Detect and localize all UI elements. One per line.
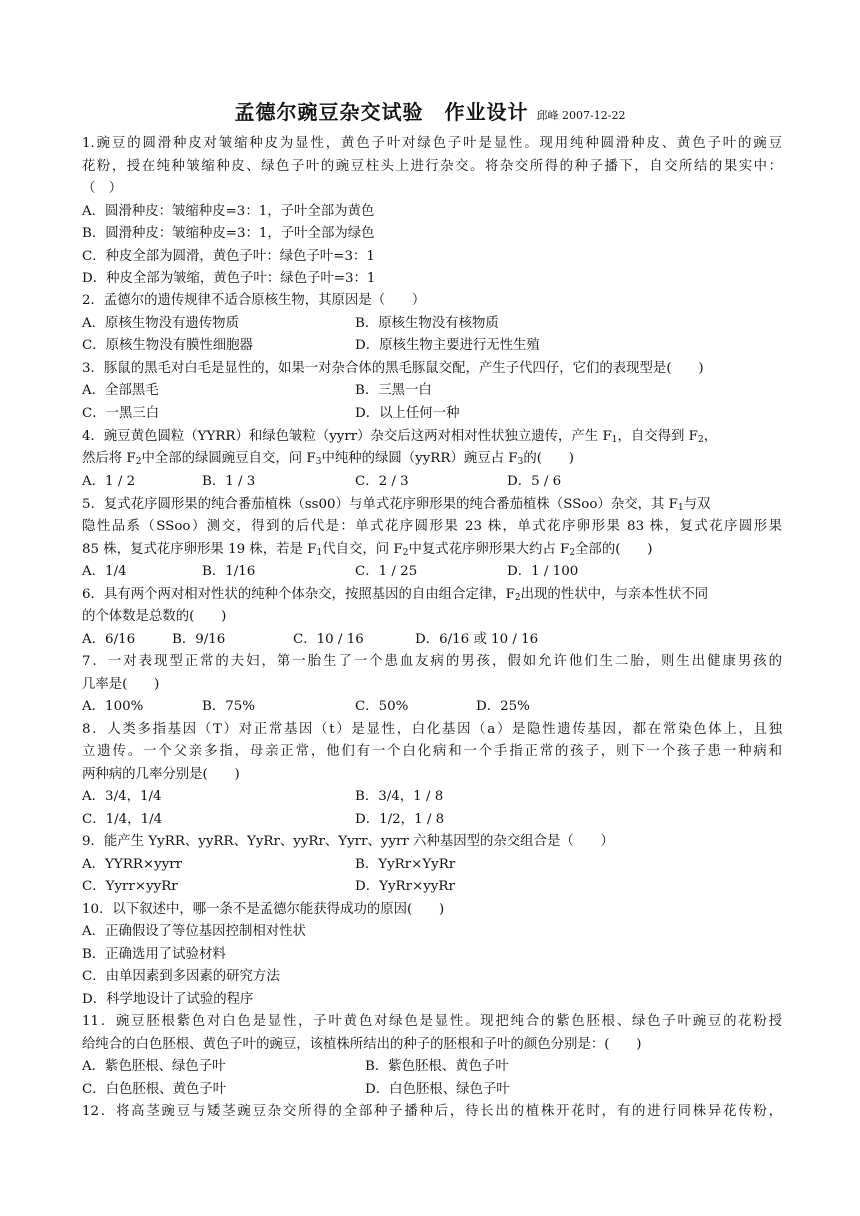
q2-options-row-1	[82, 313, 782, 336]
q12-line-1: 12．将高茎豌豆与矮茎豌豆杂交所得的全部种子播种后，待长出的植株开花时，有的进行同株异花传粉，	[82, 1104, 782, 1119]
q5-line-3-text: 85 株，复式花序卵形果 19 株，若是 F	[82, 542, 317, 557]
q5-line-1-text: 5．复式花序圆形果的纯合番茄植株（ss00）与单式花序卵形果的纯合番茄植株（SSoo）杂交，其 F	[82, 497, 678, 512]
q9-options-row-2	[82, 876, 782, 899]
q1-option-d: D．种皮全部为皱缩，黄色子叶：绿色子叶=3：1	[82, 271, 376, 286]
subscript: 2	[402, 548, 409, 558]
q2-options-row-2	[82, 335, 782, 358]
q8-option-c: C．1/4，1/4	[82, 812, 163, 827]
q11-line-2: 给纯合的白色胚根、黄色子叶的豌豆，该植株所结出的种子的胚根和子叶的颜色分别是：( )	[82, 1037, 642, 1052]
q11-option-c: C．白色胚根、黄色子叶	[82, 1082, 227, 1097]
q11-line-1: 11．豌豆胚根紫色对白色是显性，子叶黄色对绿色是显性。现把纯合的紫色胚根、绿色子叶豌豆的花粉授	[82, 1014, 782, 1029]
q5-option-b: B．1/16	[202, 564, 256, 579]
q5-line-1	[82, 494, 782, 517]
q4-options	[82, 471, 782, 494]
q8-option-b: B．3/4，1 / 8	[355, 789, 444, 804]
q2-option-b: B．原核生物没有核物质	[355, 316, 499, 331]
q4-option-b: B．1 / 3	[202, 474, 256, 489]
q3-stem: 3．豚鼠的黑毛对白毛是显性的，如果一对杂合体的黑毛豚鼠交配，产生子代四仔，它们的表现型是( )	[82, 361, 704, 376]
q10-option-b: B．正确选用了试验材料	[82, 947, 226, 962]
q7-option-a: A．100%	[82, 699, 144, 714]
q1-option-b: B．圆滑种皮：皱缩种皮=3：1，子叶全部为绿色	[82, 226, 375, 241]
q5-line-3-text: 中复式花序卵形果大约占 F	[408, 542, 570, 557]
q4-line-2-text: 中纯种的绿圆（yyRR）豌豆占 F	[321, 451, 518, 466]
q7-option-d: D．25%	[476, 699, 530, 714]
q6-line-1	[82, 584, 782, 607]
subscript: 3	[315, 457, 322, 467]
q4-line-2	[82, 448, 782, 471]
subscript: 2	[514, 593, 521, 603]
q9-option-b: B．YyRr×YyRr	[355, 857, 456, 872]
q8-option-a: A．3/4，1/4	[82, 789, 162, 804]
q6-line-1-text: 出现的性状中，与亲本性状不同	[520, 587, 709, 602]
q10-option-a: A．正确假设了等位基因控制相对性状	[82, 924, 306, 939]
q9-option-c: C．Yyrr×yyRr	[82, 879, 178, 894]
q6-option-d: D．6/16 或 10 / 16	[415, 632, 539, 647]
q9-option-d: D．YyRr×yyRr	[355, 879, 455, 894]
q11-option-a: A．紫色胚根、绿色子叶	[82, 1059, 226, 1074]
header	[0, 96, 860, 125]
q7-option-b: B．75%	[202, 699, 255, 714]
q4-option-d: D．5 / 6	[507, 474, 562, 489]
q1-blank: （ ）	[82, 181, 123, 196]
subscript: 2	[135, 457, 142, 467]
q7-options	[82, 696, 782, 719]
q5-line-3	[82, 539, 782, 562]
q3-option-c: C．一黑三白	[82, 406, 160, 421]
q6-line-1-text: 6．具有两个两对相对性状的纯种个体杂交，按照基因的自由组合定律，F	[82, 587, 515, 602]
q1-option-a: A．圆滑种皮：皱缩种皮=3：1，子叶全部为黄色	[82, 204, 375, 219]
q8-options-row-2	[82, 809, 782, 832]
q4-line-1-text: ，	[703, 429, 718, 444]
q11-option-b: B．紫色胚根、黄色子叶	[365, 1059, 509, 1074]
q9-option-a: A．YYRR×yyrr	[82, 857, 183, 872]
q5-option-d: D．1 / 100	[507, 564, 579, 579]
q5-option-c: C．1 / 25	[355, 564, 418, 579]
subscript: 1	[316, 548, 323, 558]
q6-line-2: 的个体数是总数的( )	[82, 609, 227, 624]
q10-stem: 10．以下叙述中，哪一条不是孟德尔能获得成功的原因( )	[82, 902, 445, 917]
q9-options-row-1	[82, 854, 782, 877]
page-title: 孟德尔豌豆杂交试验 作业设计	[234, 100, 529, 124]
q5-line-3-text: 全部的( )	[575, 542, 653, 557]
q1-line-1: 1.豌豆的圆滑种皮对皱缩种皮为显性，黄色子叶对绿色子叶是显性。现用纯种圆滑种皮、黄色子叶的豌豆	[82, 136, 782, 151]
q4-line-2-text: 中全部的绿圆豌豆自交，问 F	[141, 451, 316, 466]
q1-line-2: 花粉，授在纯种皱缩种皮、绿色子叶的豌豆柱头上进行杂交。将杂交所得的种子播下，自交所结的果实中：	[82, 159, 782, 174]
q4-line-1-text: ，自交得到 F	[617, 429, 698, 444]
q11-options-row-1	[82, 1056, 782, 1079]
q6-option-a: A．6/16	[82, 632, 136, 647]
q2-option-a: A．原核生物没有遗传物质	[82, 316, 239, 331]
subscript: 3	[517, 457, 524, 467]
q2-option-c: C．原核生物没有膜性细胞器	[82, 338, 253, 353]
q5-line-2: 隐性品系（SSoo）测交，得到的后代是：单式花序圆形果 23 株，单式花序卵形果 83 株，复式花序圆形果	[82, 519, 782, 534]
q3-options-row-2	[82, 403, 782, 426]
q10-option-d: D．科学地设计了试验的程序	[82, 992, 254, 1007]
q8-line-1: 8．人类多指基因（T）对正常基因（t）是显性，白化基因（a）是隐性遗传基因，都在常染色体上，且独	[82, 722, 782, 737]
q3-option-b: B．三黑一白	[355, 383, 432, 398]
q9-stem: 9．能产生 YyRR、yyRR、YyRr、yyRr、Yyrr、yyrr 六种基因型的杂交组合是（ ）	[82, 834, 614, 849]
subscript: 1	[611, 435, 618, 445]
q5-line-3-text: 代自交，问 F	[322, 542, 403, 557]
q11-options-row-2	[82, 1079, 782, 1102]
q2-stem: 2．孟德尔的遗传规律不适合原核生物，其原因是（ ）	[82, 293, 426, 308]
q8-line-2: 立遗传。一个父亲多指，母亲正常，他们有一个白化病和一个手指正常的孩子，则下一个孩子患一种病和	[82, 744, 782, 759]
q4-line-1	[82, 426, 782, 449]
q2-option-d: D．原核生物主要进行无性生殖	[355, 338, 540, 353]
q8-option-d: D．1/2，1 / 8	[355, 812, 445, 827]
q4-line-2-text: 然后将 F	[82, 451, 136, 466]
q4-option-a: A．1 / 2	[82, 474, 136, 489]
q1-option-c: C．种皮全部为圆滑，黄色子叶：绿色子叶=3：1	[82, 249, 375, 264]
q5-options	[82, 561, 782, 584]
q8-options-row-1	[82, 786, 782, 809]
q10-option-c: C．由单因素到多因素的研究方法	[82, 969, 280, 984]
author-date: 邱峰 2007-12-22	[536, 109, 626, 122]
subscript: 2	[697, 435, 704, 445]
q3-options-row-1	[82, 380, 782, 403]
subscript: 2	[569, 548, 576, 558]
q11-option-d: D．白色胚根、绿色子叶	[365, 1082, 510, 1097]
q3-option-a: A．全部黑毛	[82, 383, 159, 398]
q4-option-c: C．2 / 3	[355, 474, 409, 489]
q6-option-b: B．9/16	[172, 632, 226, 647]
q8-line-3: 两种病的几率分别是( )	[82, 767, 240, 782]
q5-option-a: A．1/4	[82, 564, 127, 579]
q6-options	[82, 629, 782, 652]
q4-line-1-text: 4．豌豆黄色圆粒（YYRR）和绿色皱粒（yyrr）杂交后这两对相对性状独立遗传，产生 F	[82, 429, 612, 444]
q7-line-1: 7．一对表现型正常的夫妇，第一胎生了一个患血友病的男孩，假如允许他们生二胎，则生出健康男孩的	[82, 654, 782, 669]
subscript: 1	[677, 503, 684, 513]
q6-option-c: C．10 / 16	[293, 632, 364, 647]
q4-line-2-text: 的( )	[523, 451, 574, 466]
q5-line-1-text: 与双	[683, 497, 711, 512]
q7-option-c: C．50%	[355, 699, 409, 714]
q3-option-d: D．以上任何一种	[355, 406, 460, 421]
q7-line-2: 几率是( )	[82, 677, 160, 692]
